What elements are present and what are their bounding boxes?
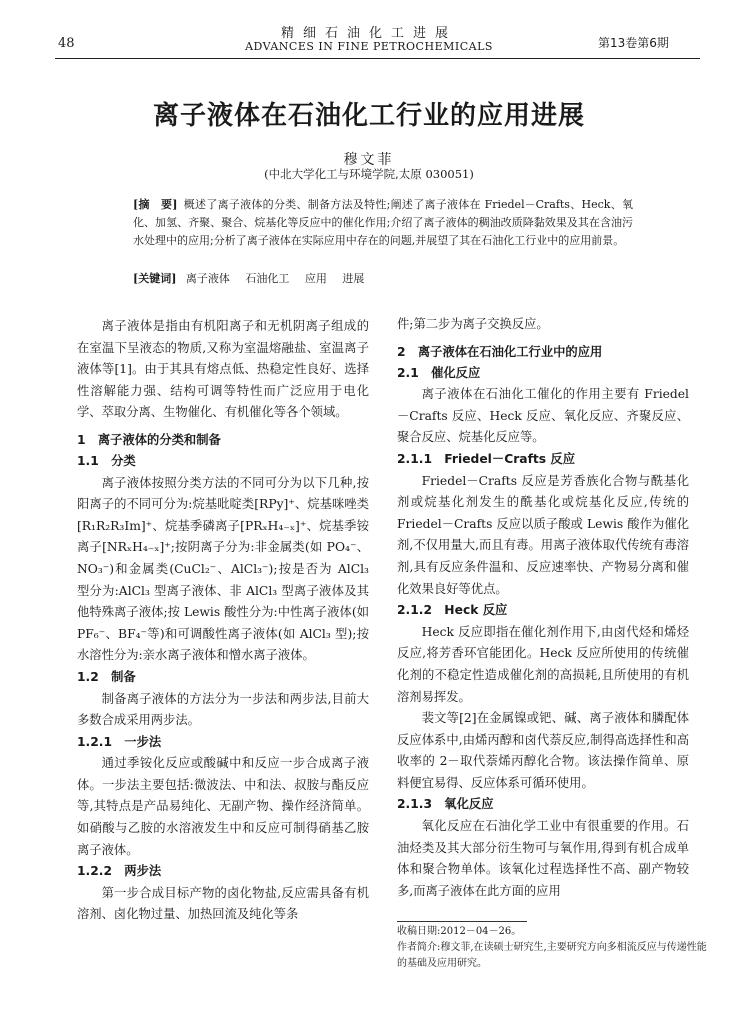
body-paragraph: 制备离子液体的方法分为一步法和两步法,目前大多数合成采用两步法。 [77, 691, 369, 728]
author-affiliation: (中北大学化工与环境学院,太原 030051) [264, 167, 474, 181]
subsubsection-heading: 1.2.2 两步法 [77, 864, 162, 879]
section-heading: 2 离子液体在石油化工行业中的应用 [397, 344, 603, 359]
footnote-rule [397, 921, 527, 922]
journal-title-en: ADVANCES IN FINE PETROCHEMICALS [245, 40, 493, 53]
subsection-heading: 2.1 催化反应 [397, 365, 481, 380]
header-rule [55, 58, 700, 59]
body-paragraph: 离子液体按照分类方法的不同可分为以下几种,按阳离子的不同可分为:烷基吡啶类[RPy]⁺、烷基咪唑类[R₁R₂R₃Im]⁺、烷基季磷离子[PRₓH₄₋ₓ]⁺、烷基季铵离子[NRₓH₄₋ₓ]⁺;按阴离子分为:非金属类(如 PO₄⁻、NO₃⁻)和金属类(CuCl₂⁻、AlCl₃⁻);按是否为 AlCl₃ 型分为:AlCl₃ 型离子液体、非 AlCl₃ 型离子液体及其他特殊离子液体;按 Lewis 酸性分为:中性离子液体(如 PF₆⁻、BF₄⁻等)和可调酸性离子液体(如 AlCl₃ 型);按水溶性分为:亲水离子液体和憎水离子液体。 [77, 475, 369, 663]
body-paragraph: 通过季铵化反应或酸碱中和反应一步合成离子液体。一步法主要包括:微波法、中和法、叔胺与酯反应等,其特点是产品易纯化、无副产物、操作经济简单。如硝酸与乙胺的水溶液发生中和反应可制得硝基乙胺离子液体。 [77, 756, 369, 857]
right-column [397, 314, 689, 902]
received-date: 收稿日期:2012－04－26。 [397, 926, 522, 937]
keywords-label: [关键词] [133, 272, 177, 285]
body-paragraph: 第一步合成目标产物的卤化物盐,反应需具备有机溶剂、卤化物过量、加热回流及纯化等条 [77, 885, 369, 922]
intro-paragraph: 离子液体是指由有机阳离子和无机阴离子组成的在室温下呈液态的物质,又称为室温熔融盐、室温离子液体等[1]。由于其具有熔点低、热稳定性良好、选择性溶解能力强、结构可调等特性而广泛应用于电化学、萃取分离、生物催化、有机催化等各个领域。 [77, 319, 369, 420]
journal-title-cn: 精细石油化工进展 [280, 26, 457, 41]
keyword: 进展 [342, 272, 365, 285]
body-paragraph: 裴文等[2]在金属镍或钯、碱、离子液体和膦配体反应体系中,由烯丙醇和卤代萘反应,制得高选择性和高收率的 2－取代萘烯丙醇化合物。该法操作简单、原料便宜易得、反应体系可循环使用。 [397, 711, 689, 790]
footnote [397, 924, 707, 972]
keyword: 应用 [304, 272, 327, 285]
keyword: 石油化工 [245, 272, 290, 285]
body-paragraph: 离子液体在石油化工催化的作用主要有 Friedel－Crafts 反应、Heck 反应、氧化反应、齐聚反应、聚合反应、烷基化反应等。 [397, 387, 689, 445]
author-name: 穆文菲 [343, 152, 395, 168]
left-column [77, 316, 369, 926]
page-number: 48 [58, 36, 75, 51]
abstract [133, 196, 633, 250]
subsection-heading: 1.1 分类 [77, 453, 136, 468]
body-paragraph: Heck 反应即指在催化剂作用下,由卤代烃和烯烃反应,将芳香环官能团化。Heck 反应所使用的传统催化剂的不稳定性造成催化剂的高损耗,且所使用的有机溶剂易挥发。 [397, 624, 689, 704]
keywords [133, 270, 633, 286]
body-paragraph: Friedel－Crafts 反应是芳香族化合物与酰基化剂或烷基化剂发生的酰基化或烷基化反应,传统的 Friedel－Crafts 反应以质子酸或 Lewis 酸作为催化剂,不仅用量大,而且有毒。用离子液体取代传统有毒溶剂,具有反应条件温和、反应速率快、产物易分离和催化效果良好等优点。 [397, 473, 689, 596]
continued-paragraph: 件;第二步为离子交换反应。 [397, 317, 549, 331]
subsubsection-heading: 1.2.1 一步法 [77, 734, 162, 749]
subsubsection-heading: 2.1.2 Heck 反应 [397, 603, 508, 618]
abstract-label: [摘 要] [133, 198, 178, 211]
subsubsection-heading: 2.1.3 氧化反应 [397, 797, 494, 812]
author-bio: 作者简介:穆文菲,在读硕士研究生,主要研究方向多相流反应与传递性能的基础及应用研究。 [397, 942, 707, 969]
article-title: 离子液体在石油化工行业的应用进展 [152, 101, 585, 131]
section-heading: 1 离子液体的分类和制备 [77, 432, 221, 447]
keyword: 离子液体 [185, 272, 230, 285]
body-paragraph: 氧化反应在石油化学工业中有很重要的作用。石油烃类及其大部分衍生物可与氧作用,得到有机合成单体和聚合物单体。该氧化过程选择性不高、副产物较多,而离子液体在此方面的应用 [397, 819, 689, 898]
subsubsection-heading: 2.1.1 Friedel－Crafts 反应 [397, 451, 576, 466]
volume-issue: 第13卷第6期 [598, 36, 669, 50]
subsection-heading: 1.2 制备 [77, 669, 136, 684]
abstract-text: 概述了离子液体的分类、制备方法及特性;阐述了离子液体在 Friedel－Crafts、Heck、氧化、加氢、齐聚、聚合、烷基化等反应中的催化作用;介绍了离子液体的稠油改质降黏效果及其在含油污水处理中的应用;分析了离子液体在实际应用中存在的问题,并展望了其在石油化工行业中的应用前景。 [133, 198, 633, 247]
